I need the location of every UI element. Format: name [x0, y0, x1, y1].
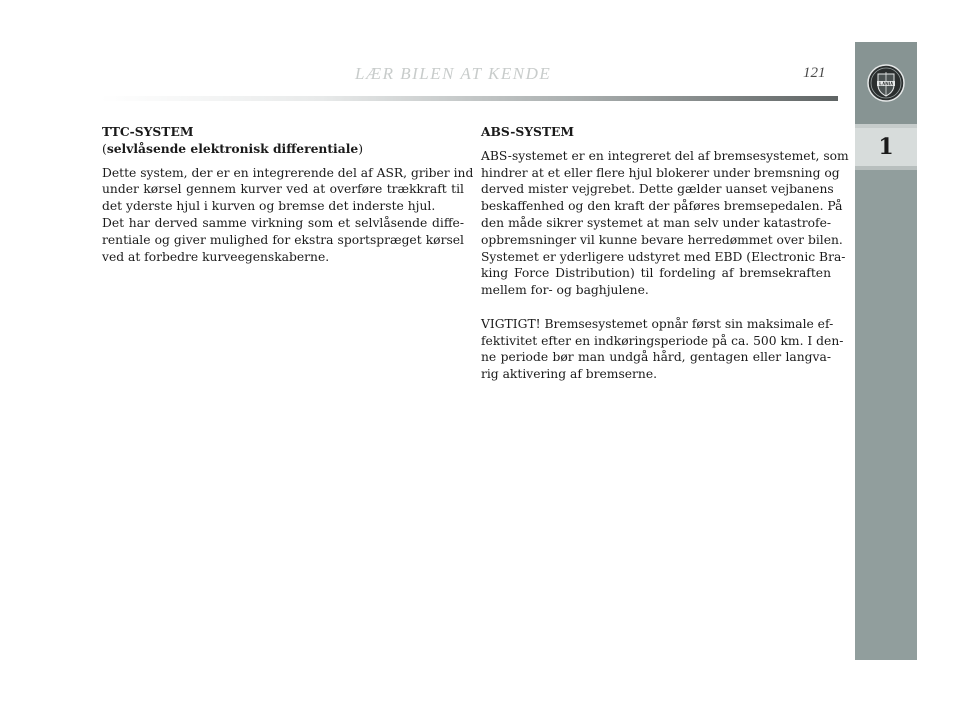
text-line: opbremsninger vil kunne bevare herredømmet over bilen. [481, 232, 843, 247]
text-line: ABS-systemet er en integreret del af bremsesystemet, som [481, 148, 849, 163]
chapter-side-tab [855, 42, 917, 660]
chapter-box [855, 128, 917, 166]
header-rule [100, 96, 838, 101]
text-line: rentiale og giver mulighed for ekstra sportspræget kørsel [102, 232, 464, 247]
text-line: ne periode bør man undgå hård, gentagen eller langva- [481, 350, 831, 365]
text-line: derved mister vejgrebet. Dette gælder uanset vejbanens [481, 182, 834, 197]
subheading-close-paren: ) [358, 141, 363, 156]
ttc-heading: TTC-SYSTEM [102, 124, 194, 139]
chapter-number: 1 [878, 134, 894, 160]
logo-box [855, 42, 917, 124]
ttc-paragraph-1 [102, 165, 474, 215]
subheading-text: selvlåsende elektronisk differentiale [106, 140, 359, 156]
ttc-paragraph-2 [102, 215, 464, 265]
text-line: Dette system, der er en integrerende del af ASR, griber ind [102, 165, 474, 180]
text-line: det yderste hjul i kurven og bremse det inderste hjul. [102, 199, 436, 214]
text-line: VIGTIGT! Bremsesystemet opnår først sin maksimale ef- [481, 316, 834, 331]
subheading-open-paren: ( [102, 141, 107, 156]
text-line: under kørsel gennem kurver ved at overføre trækkraft til [102, 182, 464, 197]
abs-paragraph-2 [481, 316, 844, 383]
running-header-title: LÆR BILEN AT KENDE [355, 64, 552, 83]
left-column [102, 124, 474, 265]
text-line: beskaffenhed og den kraft der påføres bremsepedalen. På [481, 199, 843, 214]
abs-paragraph-1 [481, 148, 849, 299]
text-line: Systemet er yderligere udstyret med EBD (Electronic Bra- [481, 249, 846, 264]
lancia-shield-icon [866, 63, 906, 103]
abs-heading: ABS-SYSTEM [481, 124, 575, 139]
text-line: ved at forbedre kurveegenskaberne. [102, 249, 330, 264]
right-column [481, 124, 849, 383]
text-line: rig aktivering af bremserne. [481, 367, 658, 382]
text-line: fektivitet efter en indkøringsperiode på ca. 500 km. I den- [481, 333, 844, 348]
text-line: king Force Distribution) til fordeling af bremsekraften [481, 266, 831, 281]
text-line: Det har derved samme virkning som et selvlåsende diffe- [102, 215, 464, 230]
text-line: den måde sikrer systemet at man selv under katastrofe- [481, 215, 831, 230]
text-line: mellem for- og baghjulene. [481, 283, 649, 298]
text-line: hindrer at et eller flere hjul blokerer under bremsning og [481, 165, 840, 180]
ttc-subheading [102, 141, 464, 158]
chapter-separator [855, 166, 917, 170]
page-number: 121 [803, 65, 826, 81]
